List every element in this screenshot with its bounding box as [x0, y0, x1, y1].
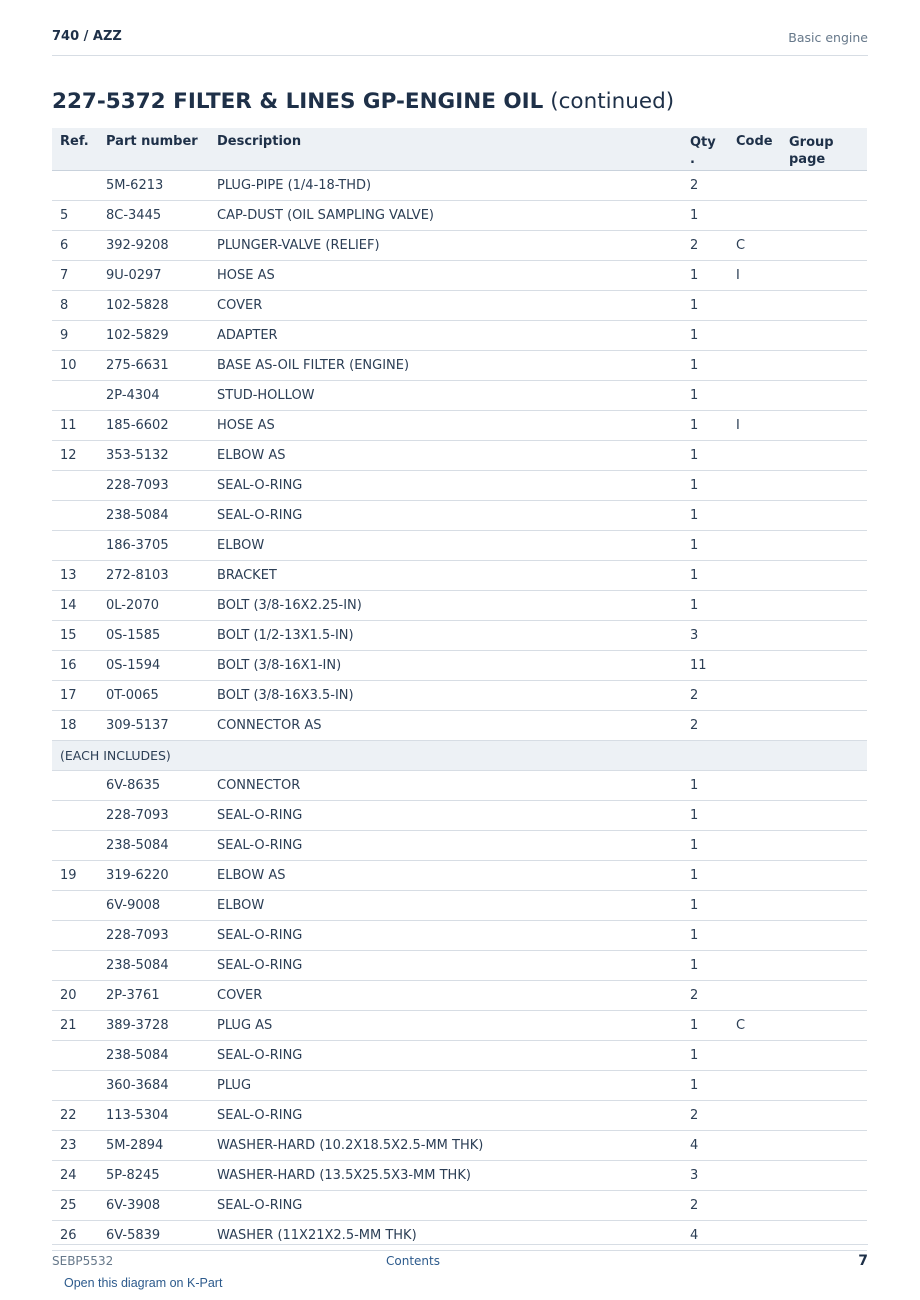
cell-group	[789, 890, 867, 920]
cell-group	[789, 1010, 867, 1040]
cell-part: 102-5828	[106, 290, 217, 320]
cell-part: 309-5137	[106, 710, 217, 740]
cell-group	[789, 800, 867, 830]
cell-code	[736, 890, 789, 920]
table-row	[52, 800, 867, 830]
table-row	[52, 1160, 867, 1190]
cell-ref: 23	[52, 1130, 106, 1160]
cell-code	[736, 680, 789, 710]
cell-part: 6V-8635	[106, 770, 217, 800]
cell-part: 238-5084	[106, 500, 217, 530]
cell-part: 6V-5839	[106, 1220, 217, 1250]
contents-link[interactable]: Contents	[386, 1254, 440, 1268]
cell-desc: SEAL-O-RING	[217, 1040, 690, 1070]
table-row	[52, 890, 867, 920]
cell-ref: 14	[52, 590, 106, 620]
cell-ref: 26	[52, 1220, 106, 1250]
cell-qty: 2	[690, 170, 736, 200]
cell-desc: ELBOW AS	[217, 860, 690, 890]
cell-qty: 1	[690, 830, 736, 860]
cell-qty: 1	[690, 410, 736, 440]
cell-desc: PLUNGER-VALVE (RELIEF)	[217, 230, 690, 260]
cell-ref: 7	[52, 260, 106, 290]
cell-qty: 3	[690, 620, 736, 650]
cell-ref: 6	[52, 230, 106, 260]
cell-desc: SEAL-O-RING	[217, 1190, 690, 1220]
cell-desc: CAP-DUST (OIL SAMPLING VALVE)	[217, 200, 690, 230]
section-label: Basic engine	[788, 30, 868, 45]
cell-group	[789, 1040, 867, 1070]
cell-ref	[52, 890, 106, 920]
cell-code	[736, 1100, 789, 1130]
cell-qty: 1	[690, 470, 736, 500]
table-row	[52, 170, 867, 200]
cell-ref: 8	[52, 290, 106, 320]
cell-qty: 1	[690, 350, 736, 380]
cell-code	[736, 320, 789, 350]
table-row	[52, 350, 867, 380]
table-row	[52, 320, 867, 350]
cell-part: 228-7093	[106, 800, 217, 830]
cell-group	[789, 1190, 867, 1220]
cell-ref: 17	[52, 680, 106, 710]
cell-part: 9U-0297	[106, 260, 217, 290]
cell-ref	[52, 380, 106, 410]
cell-group	[789, 1130, 867, 1160]
cell-code: C	[736, 1010, 789, 1040]
table-row	[52, 440, 867, 470]
cell-part: 113-5304	[106, 1100, 217, 1130]
cell-desc: BOLT (3/8-16X3.5-IN)	[217, 680, 690, 710]
cell-group	[789, 680, 867, 710]
column-header-description: Description	[217, 128, 690, 170]
cell-qty: 2	[690, 710, 736, 740]
table-row	[52, 470, 867, 500]
cell-qty: 1	[690, 290, 736, 320]
cell-qty: 3	[690, 1160, 736, 1190]
cell-code: C	[736, 230, 789, 260]
cell-group	[789, 1070, 867, 1100]
cell-qty: 2	[690, 1190, 736, 1220]
table-row	[52, 620, 867, 650]
cell-part: 389-3728	[106, 1010, 217, 1040]
table-row	[52, 200, 867, 230]
cell-part: 102-5829	[106, 320, 217, 350]
cell-ref: 9	[52, 320, 106, 350]
cell-group	[789, 920, 867, 950]
cell-qty: 1	[690, 1010, 736, 1040]
cell-desc: STUD-HOLLOW	[217, 380, 690, 410]
page-footer	[52, 1244, 868, 1275]
cell-desc: ELBOW	[217, 890, 690, 920]
cell-code	[736, 200, 789, 230]
cell-qty: 1	[690, 800, 736, 830]
page-number: 7	[858, 1253, 868, 1269]
cell-group	[789, 620, 867, 650]
cell-desc: WASHER-HARD (13.5X25.5X3-MM THK)	[217, 1160, 690, 1190]
table-row	[52, 260, 867, 290]
cell-group	[789, 500, 867, 530]
table-row	[52, 560, 867, 590]
cell-group	[789, 200, 867, 230]
cell-desc: HOSE AS	[217, 410, 690, 440]
column-header-ref: Ref.	[52, 128, 106, 170]
cell-ref	[52, 170, 106, 200]
cell-desc: WASHER-HARD (10.2X18.5X2.5-MM THK)	[217, 1130, 690, 1160]
cell-code	[736, 170, 789, 200]
cell-ref: 15	[52, 620, 106, 650]
cell-code	[736, 860, 789, 890]
kpart-link[interactable]: Open this diagram on K-Part	[64, 1276, 223, 1290]
cell-qty: 1	[690, 1070, 736, 1100]
cell-ref: 25	[52, 1190, 106, 1220]
table-row	[52, 860, 867, 890]
cell-qty: 1	[690, 440, 736, 470]
table-row	[52, 650, 867, 680]
cell-qty: 1	[690, 500, 736, 530]
cell-desc: ELBOW AS	[217, 440, 690, 470]
cell-code	[736, 770, 789, 800]
cell-group	[789, 350, 867, 380]
cell-ref: 13	[52, 560, 106, 590]
cell-code	[736, 380, 789, 410]
cell-qty: 2	[690, 980, 736, 1010]
cell-desc: SEAL-O-RING	[217, 920, 690, 950]
cell-qty: 4	[690, 1130, 736, 1160]
cell-group	[789, 170, 867, 200]
cell-part: 8C-3445	[106, 200, 217, 230]
cell-ref	[52, 920, 106, 950]
cell-desc: CONNECTOR AS	[217, 710, 690, 740]
cell-qty: 1	[690, 1040, 736, 1070]
cell-desc: ADAPTER	[217, 320, 690, 350]
cell-ref: 19	[52, 860, 106, 890]
cell-group	[789, 650, 867, 680]
cell-part: 238-5084	[106, 950, 217, 980]
page-title	[52, 89, 674, 114]
cell-qty: 2	[690, 680, 736, 710]
cell-part: 228-7093	[106, 470, 217, 500]
table-row	[52, 1040, 867, 1070]
cell-code	[736, 1040, 789, 1070]
cell-code	[736, 530, 789, 560]
cell-desc: COVER	[217, 290, 690, 320]
cell-group	[789, 950, 867, 980]
cell-group	[789, 290, 867, 320]
table-row	[52, 590, 867, 620]
table-row	[52, 920, 867, 950]
cell-part: 228-7093	[106, 920, 217, 950]
cell-desc: CONNECTOR	[217, 770, 690, 800]
cell-code: I	[736, 410, 789, 440]
cell-desc: BASE AS-OIL FILTER (ENGINE)	[217, 350, 690, 380]
cell-ref: 18	[52, 710, 106, 740]
cell-group	[789, 980, 867, 1010]
table-row	[52, 530, 867, 560]
cell-desc: SEAL-O-RING	[217, 470, 690, 500]
cell-code	[736, 920, 789, 950]
cell-ref	[52, 1040, 106, 1070]
cell-code	[736, 1190, 789, 1220]
title-suffix: (continued)	[550, 89, 675, 114]
cell-code	[736, 950, 789, 980]
cell-group	[789, 410, 867, 440]
table-row	[52, 680, 867, 710]
cell-desc: COVER	[217, 980, 690, 1010]
table-header-row	[52, 128, 867, 170]
cell-qty: 1	[690, 260, 736, 290]
cell-ref: 5	[52, 200, 106, 230]
cell-qty: 1	[690, 860, 736, 890]
cell-ref	[52, 1070, 106, 1100]
cell-code	[736, 560, 789, 590]
cell-desc: HOSE AS	[217, 260, 690, 290]
cell-part: 0S-1585	[106, 620, 217, 650]
cell-part: 2P-3761	[106, 980, 217, 1010]
cell-part: 186-3705	[106, 530, 217, 560]
cell-ref	[52, 830, 106, 860]
cell-ref	[52, 950, 106, 980]
cell-qty: 11	[690, 650, 736, 680]
cell-code	[736, 650, 789, 680]
cell-part: 2P-4304	[106, 380, 217, 410]
cell-desc: ELBOW	[217, 530, 690, 560]
cell-part: 392-9208	[106, 230, 217, 260]
cell-part: 6V-3908	[106, 1190, 217, 1220]
title-main: 227-5372 FILTER & LINES GP-ENGINE OIL	[52, 89, 544, 114]
cell-desc: SEAL-O-RING	[217, 500, 690, 530]
page-header	[52, 28, 868, 56]
cell-code	[736, 1070, 789, 1100]
cell-code	[736, 710, 789, 740]
cell-part: 238-5084	[106, 1040, 217, 1070]
cell-qty: 1	[690, 770, 736, 800]
cell-desc: SEAL-O-RING	[217, 950, 690, 980]
table-row	[52, 500, 867, 530]
cell-part: 6V-9008	[106, 890, 217, 920]
column-header-group-page: Group page	[789, 128, 867, 170]
table-note-row	[52, 740, 867, 770]
cell-part: 275-6631	[106, 350, 217, 380]
table-row	[52, 1100, 867, 1130]
cell-qty: 1	[690, 530, 736, 560]
model-label: 740 / AZZ	[52, 29, 122, 44]
cell-ref	[52, 770, 106, 800]
cell-code	[736, 590, 789, 620]
cell-group	[789, 860, 867, 890]
cell-qty: 2	[690, 1100, 736, 1130]
table-row	[52, 1130, 867, 1160]
cell-qty: 1	[690, 560, 736, 590]
table-row	[52, 410, 867, 440]
cell-part: 185-6602	[106, 410, 217, 440]
cell-code	[736, 980, 789, 1010]
table-row	[52, 710, 867, 740]
cell-group	[789, 380, 867, 410]
cell-desc: SEAL-O-RING	[217, 830, 690, 860]
table-row	[52, 1190, 867, 1220]
cell-ref: 24	[52, 1160, 106, 1190]
cell-qty: 1	[690, 590, 736, 620]
cell-part: 238-5084	[106, 830, 217, 860]
cell-qty: 2	[690, 230, 736, 260]
table-row	[52, 1070, 867, 1100]
cell-code	[736, 440, 789, 470]
cell-qty: 1	[690, 320, 736, 350]
column-header-qty: Qty .	[690, 128, 736, 170]
cell-code: I	[736, 260, 789, 290]
cell-code	[736, 470, 789, 500]
cell-ref: 22	[52, 1100, 106, 1130]
cell-code	[736, 500, 789, 530]
cell-group	[789, 830, 867, 860]
cell-qty: 1	[690, 200, 736, 230]
cell-desc: WASHER (11X21X2.5-MM THK)	[217, 1220, 690, 1250]
table-row	[52, 230, 867, 260]
cell-group	[789, 1100, 867, 1130]
cell-ref	[52, 470, 106, 500]
cell-desc: PLUG AS	[217, 1010, 690, 1040]
cell-qty: 1	[690, 890, 736, 920]
cell-qty: 1	[690, 380, 736, 410]
cell-part: 5M-6213	[106, 170, 217, 200]
cell-desc: BOLT (1/2-13X1.5-IN)	[217, 620, 690, 650]
table-row	[52, 380, 867, 410]
cell-desc: BRACKET	[217, 560, 690, 590]
cell-ref: 16	[52, 650, 106, 680]
note-text: (EACH INCLUDES)	[52, 740, 867, 770]
cell-part: 360-3684	[106, 1070, 217, 1100]
cell-desc: SEAL-O-RING	[217, 1100, 690, 1130]
cell-qty: 1	[690, 920, 736, 950]
cell-ref	[52, 800, 106, 830]
cell-ref: 10	[52, 350, 106, 380]
table-row	[52, 1010, 867, 1040]
cell-group	[789, 260, 867, 290]
column-header-code: Code	[736, 128, 789, 170]
cell-ref: 11	[52, 410, 106, 440]
cell-part: 0S-1594	[106, 650, 217, 680]
cell-desc: BOLT (3/8-16X1-IN)	[217, 650, 690, 680]
table-row	[52, 950, 867, 980]
cell-code	[736, 290, 789, 320]
cell-group	[789, 470, 867, 500]
document-id: SEBP5532	[52, 1254, 114, 1268]
cell-part: 0L-2070	[106, 590, 217, 620]
cell-code	[736, 1160, 789, 1190]
cell-desc: PLUG-PIPE (1/4-18-THD)	[217, 170, 690, 200]
table-row	[52, 830, 867, 860]
cell-group	[789, 230, 867, 260]
cell-ref	[52, 530, 106, 560]
cell-ref: 20	[52, 980, 106, 1010]
table-row	[52, 290, 867, 320]
cell-part: 5M-2894	[106, 1130, 217, 1160]
cell-qty: 1	[690, 950, 736, 980]
cell-ref: 21	[52, 1010, 106, 1040]
cell-ref: 12	[52, 440, 106, 470]
cell-part: 272-8103	[106, 560, 217, 590]
cell-code	[736, 800, 789, 830]
cell-group	[789, 770, 867, 800]
cell-code	[736, 1130, 789, 1160]
table-row	[52, 980, 867, 1010]
cell-part: 5P-8245	[106, 1160, 217, 1190]
cell-part: 353-5132	[106, 440, 217, 470]
cell-group	[789, 590, 867, 620]
table-row	[52, 770, 867, 800]
cell-group	[789, 560, 867, 590]
cell-group	[789, 320, 867, 350]
cell-qty: 4	[690, 1220, 736, 1250]
cell-ref	[52, 500, 106, 530]
cell-code	[736, 350, 789, 380]
cell-desc: SEAL-O-RING	[217, 800, 690, 830]
cell-part: 319-6220	[106, 860, 217, 890]
cell-group	[789, 440, 867, 470]
cell-part: 0T-0065	[106, 680, 217, 710]
column-header-part-number: Part number	[106, 128, 217, 170]
cell-desc: BOLT (3/8-16X2.25-IN)	[217, 590, 690, 620]
cell-code	[736, 620, 789, 650]
cell-group	[789, 710, 867, 740]
cell-group	[789, 530, 867, 560]
cell-group	[789, 1160, 867, 1190]
cell-desc: PLUG	[217, 1070, 690, 1100]
parts-table	[52, 128, 867, 1251]
cell-code	[736, 830, 789, 860]
